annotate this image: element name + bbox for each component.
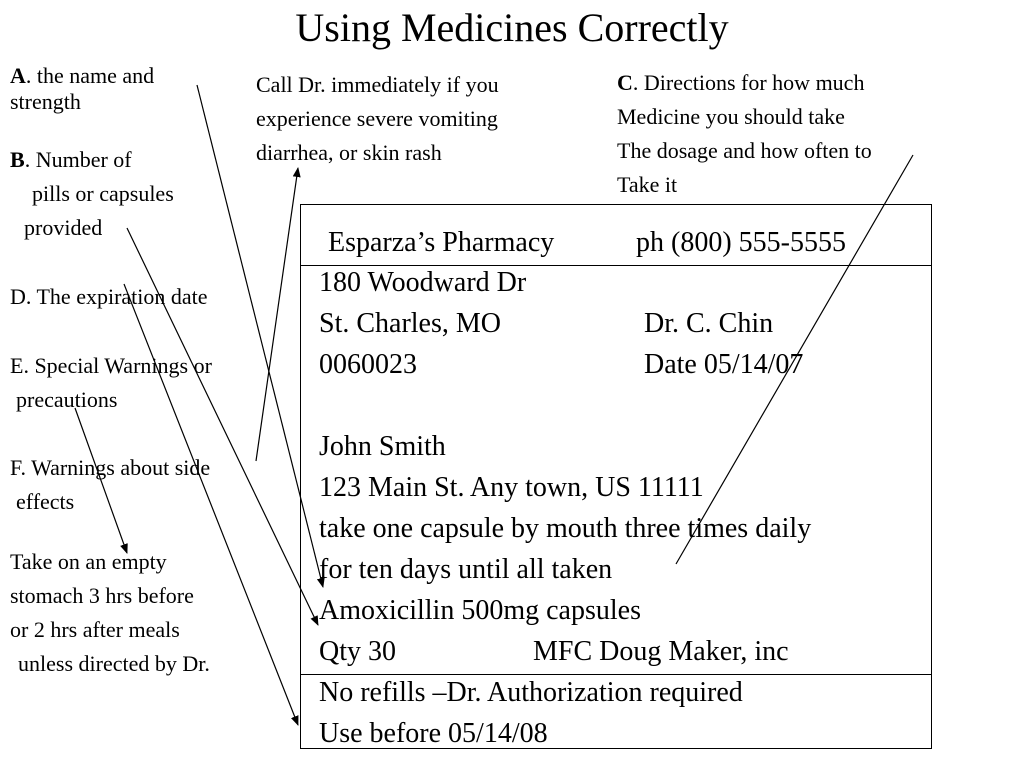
annotation-b-line3: provided (24, 215, 103, 240)
empty-stomach-line1: Take on an empty (10, 549, 167, 574)
pharmacy-name: Esparza’s Pharmacy (328, 227, 555, 258)
call-dr-line1: Call Dr. immediately if you (256, 72, 499, 97)
arrow-b-to-qty (127, 228, 318, 625)
drug-name: Amoxicillin 500mg capsules (319, 595, 641, 626)
annotation-a-text: . the name and (25, 63, 155, 88)
fill-date: Date 05/14/07 (644, 349, 804, 380)
empty-stomach-line3: or 2 hrs after meals (10, 617, 180, 642)
annotation-b-line2: pills or capsules (32, 181, 174, 206)
manufacturer: MFC Doug Maker, inc (533, 636, 789, 667)
expiration-date: Use before 05/14/08 (319, 718, 548, 749)
rx-number: 0060023 (319, 349, 417, 380)
annotation-c-line3: The dosage and how often to (617, 138, 872, 163)
directions-line2: for ten days until all taken (319, 554, 613, 585)
patient-name: John Smith (319, 431, 446, 462)
pharmacy-address: 180 Woodward Dr (319, 267, 527, 298)
annotation-f-line1: F. Warnings about side (10, 455, 211, 480)
pharmacy-city: St. Charles, MO (319, 308, 501, 339)
annotation-b-text: . Number of (24, 147, 132, 172)
annotation-f-line2: effects (16, 489, 75, 514)
annotation-a-letter: A (10, 63, 26, 88)
annotation-c-line2: Medicine you should take (617, 104, 845, 129)
prescribing-doctor: Dr. C. Chin (644, 308, 774, 339)
annotation-c-line4: Take it (617, 172, 678, 197)
call-dr-line2: experience severe vomiting (256, 106, 498, 131)
arrow-c-to-directions (676, 155, 913, 564)
annotation-c-text: . Directions for how much (632, 70, 865, 95)
quantity: Qty 30 (319, 636, 396, 667)
annotation-d: D. The expiration date (10, 284, 208, 309)
annotation-e-line1: E. Special Warnings or (10, 353, 212, 378)
patient-address: 123 Main St. Any town, US 11111 (319, 472, 704, 503)
annotation-b-letter: B (10, 147, 25, 172)
pharmacy-phone: ph (800) 555-5555 (636, 227, 846, 258)
page-title: Using Medicines Correctly (295, 5, 729, 50)
arrow-f-to-call-dr (256, 168, 298, 461)
annotation-e-line2: precautions (16, 387, 118, 412)
call-dr-line3: diarrhea, or skin rash (256, 140, 442, 165)
annotation-c-letter: C (617, 70, 633, 95)
directions-line1: take one capsule by mouth three times daily (319, 513, 812, 544)
arrow-a-to-drug (197, 85, 323, 587)
empty-stomach-line2: stomach 3 hrs before (10, 583, 194, 608)
annotation-a-line2: strength (10, 89, 81, 114)
arrow-e-to-empty-stomach (75, 408, 127, 553)
empty-stomach-line4: unless directed by Dr. (18, 651, 210, 676)
refills: No refills –Dr. Authorization required (319, 677, 743, 708)
